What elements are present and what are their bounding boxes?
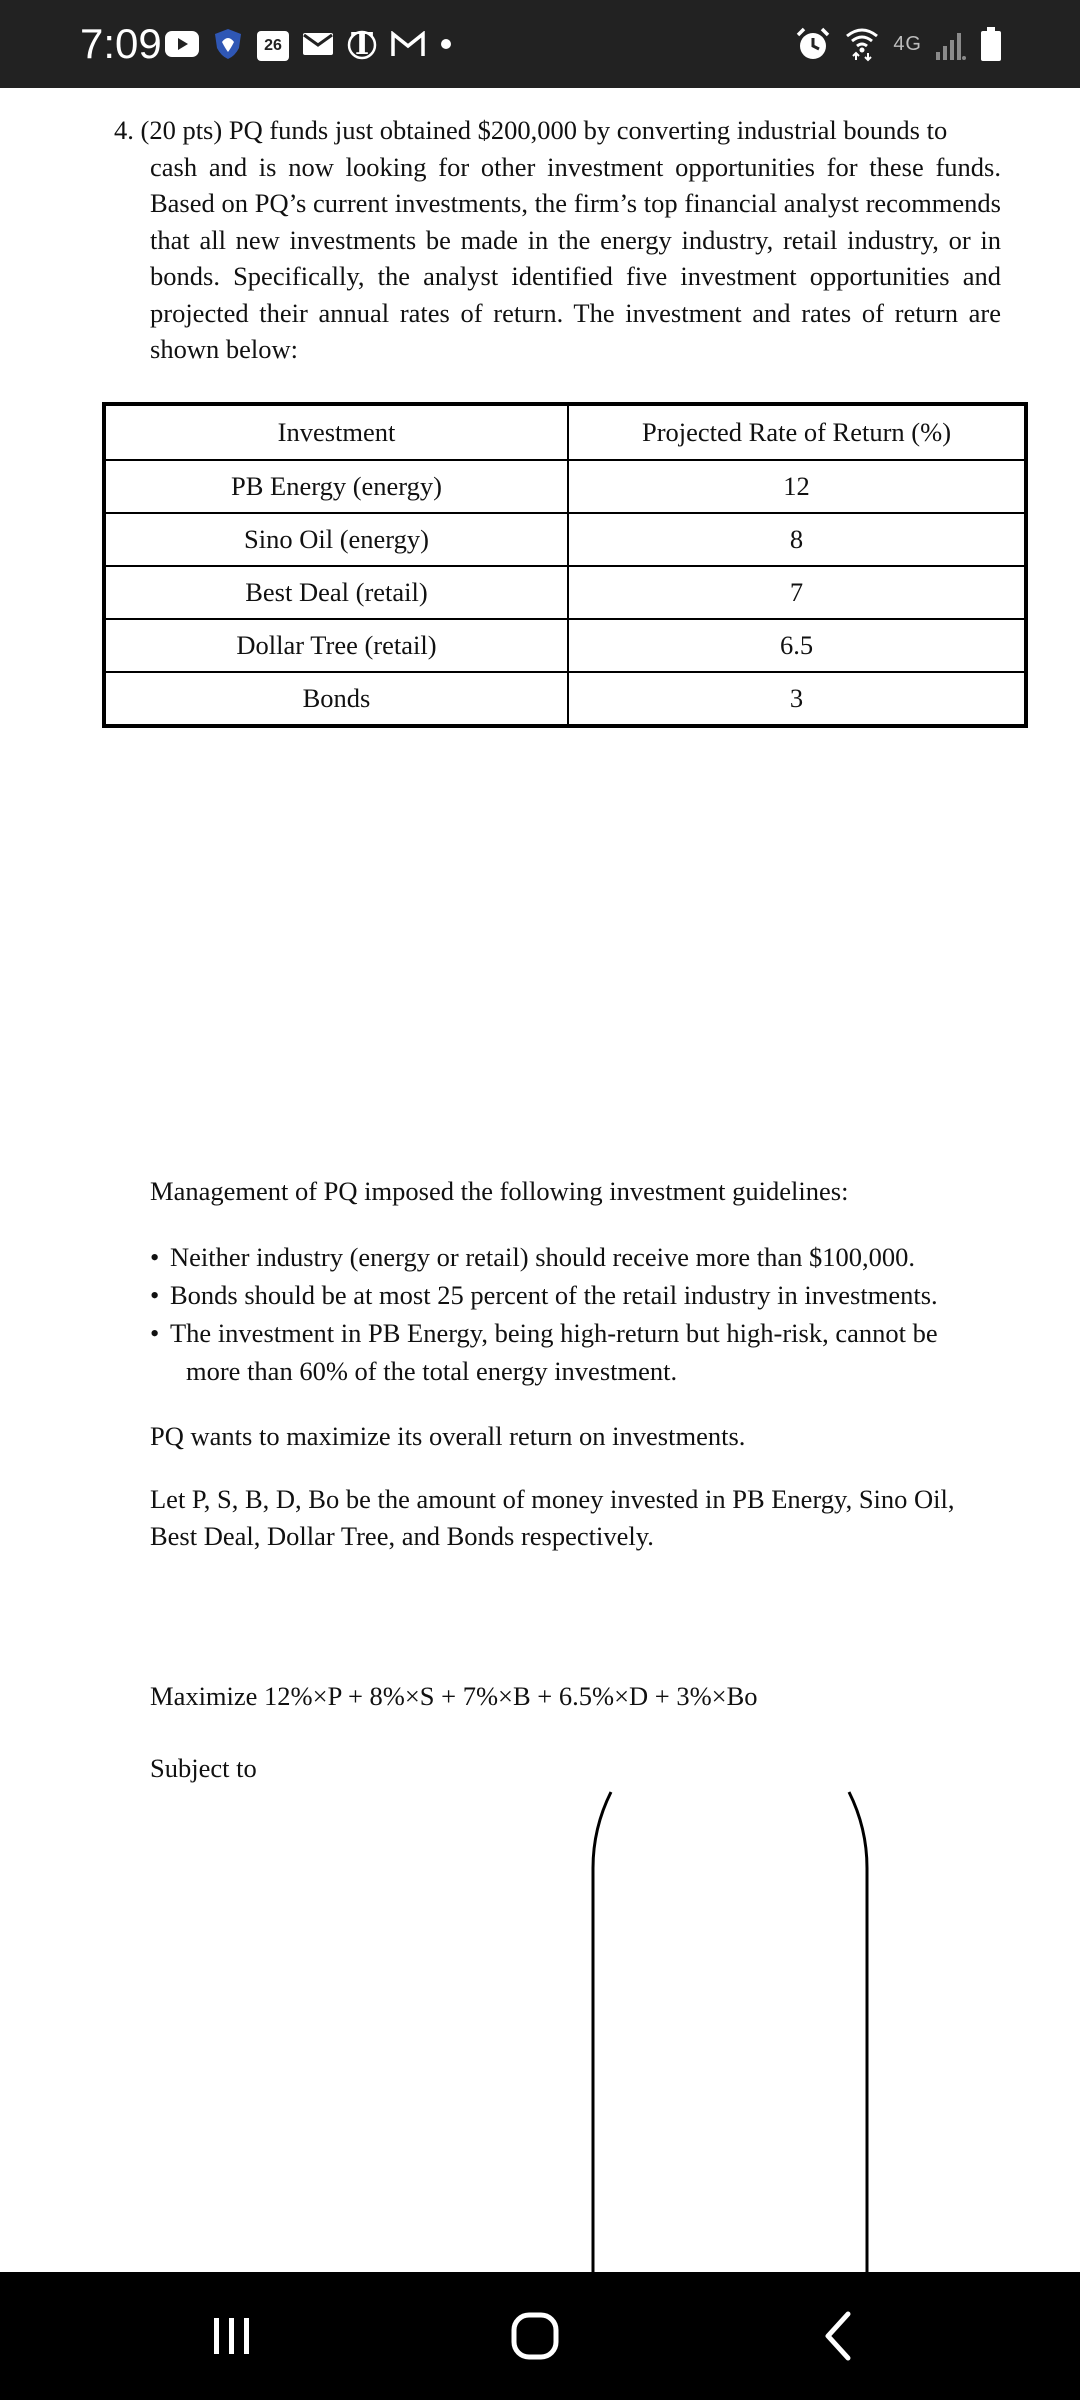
table-cell: 7 (568, 566, 1026, 619)
question-lead: 4. (20 pts) PQ funds just obtained $200,000 by converting industrial bounds to (114, 115, 948, 145)
document-page[interactable] (0, 88, 1080, 2272)
table-cell: 6.5 (568, 619, 1026, 672)
investment-table (102, 402, 1028, 728)
table-header: Investment (104, 404, 568, 460)
app-shield-icon (213, 28, 243, 60)
question-body: cash and is now looking for other investment opportunities for these funds. Based on PQ’s current investments, the firm’s top financial analyst recommends that all new investments be made in the energy industry, retail industry, or in bonds. Specifically, the analyst identified five investment opportunities and projected their annual rates of return. The investment and rates of return are shown below: (150, 151, 1001, 364)
back-button[interactable] (768, 2272, 908, 2400)
network-type: 4G (893, 32, 922, 55)
alarm-icon (795, 26, 831, 62)
table-row (104, 513, 1026, 566)
svg-text:T: T (350, 28, 374, 60)
table-header: Projected Rate of Return (%) (568, 404, 1026, 460)
list-item (150, 1238, 1010, 1276)
guideline-text: The investment in PB Energy, being high-return but high-risk, cannot be (170, 1318, 938, 1348)
table-cell: 8 (568, 513, 1026, 566)
table-cell: Sino Oil (energy) (104, 513, 568, 566)
table-cell: 12 (568, 460, 1026, 513)
table-row (104, 460, 1026, 513)
table-row (104, 619, 1026, 672)
youtube-icon (165, 31, 199, 57)
gmail-icon (391, 31, 425, 57)
mail-icon (303, 33, 333, 55)
table-cell: PB Energy (energy) (104, 460, 568, 513)
back-icon (818, 2310, 858, 2362)
list-item (150, 1314, 1010, 1390)
status-bar (0, 0, 1080, 88)
recent-apps-icon (208, 2312, 256, 2360)
signal-icon (936, 28, 966, 60)
objective-function: Maximize 12%×P + 8%×S + 7%×B + 6.5%×D + 3%×Bo (150, 1681, 758, 1711)
calendar-icon (257, 27, 289, 61)
guideline-text-continued: more than 60% of the total energy investment. (186, 1356, 678, 1386)
question-text (114, 112, 1001, 368)
table-row (104, 566, 1026, 619)
table-row (104, 672, 1026, 726)
table-cell: 3 (568, 672, 1026, 726)
notification-icons (165, 0, 453, 88)
system-icons (795, 0, 1002, 88)
bullet-icon: • (150, 1280, 160, 1310)
wifi-icon (845, 26, 879, 62)
guideline-text: Neither industry (energy or retail) should receive more than $100,000. (170, 1242, 915, 1272)
guideline-text: Bonds should be at most 25 percent of the retail industry in investments. (170, 1280, 938, 1310)
list-item (150, 1276, 1010, 1314)
guidelines-list (150, 1238, 1010, 1390)
bullet-icon: • (150, 1318, 160, 1348)
table-cell: Bonds (104, 672, 568, 726)
recent-apps-button[interactable] (162, 2272, 302, 2400)
table-cell: Dollar Tree (retail) (104, 619, 568, 672)
calendar-day: 26 (257, 31, 289, 61)
status-time: 7:09 (80, 20, 162, 67)
nytimes-icon (347, 28, 377, 60)
guidelines-intro: Management of PQ imposed the following investment guidelines: (150, 1176, 849, 1206)
table-cell: Best Deal (retail) (104, 566, 568, 619)
battery-icon (980, 27, 1002, 61)
variables-statement: Let P, S, B, D, Bo be the amount of money invested in PB Energy, Sino Oil, Best Deal, Dollar Tree, and Bonds respectively. (150, 1484, 955, 1551)
subject-to-label: Subject to (150, 1753, 257, 1783)
constraint-brackets (585, 1788, 875, 2272)
bullet-icon: • (150, 1242, 160, 1272)
home-icon (509, 2310, 561, 2362)
home-button[interactable] (465, 2272, 605, 2400)
dot-icon (439, 37, 453, 51)
table-header-row (104, 404, 1026, 460)
goal-statement: PQ wants to maximize its overall return on investments. (150, 1421, 746, 1451)
navigation-bar (0, 2272, 1080, 2400)
